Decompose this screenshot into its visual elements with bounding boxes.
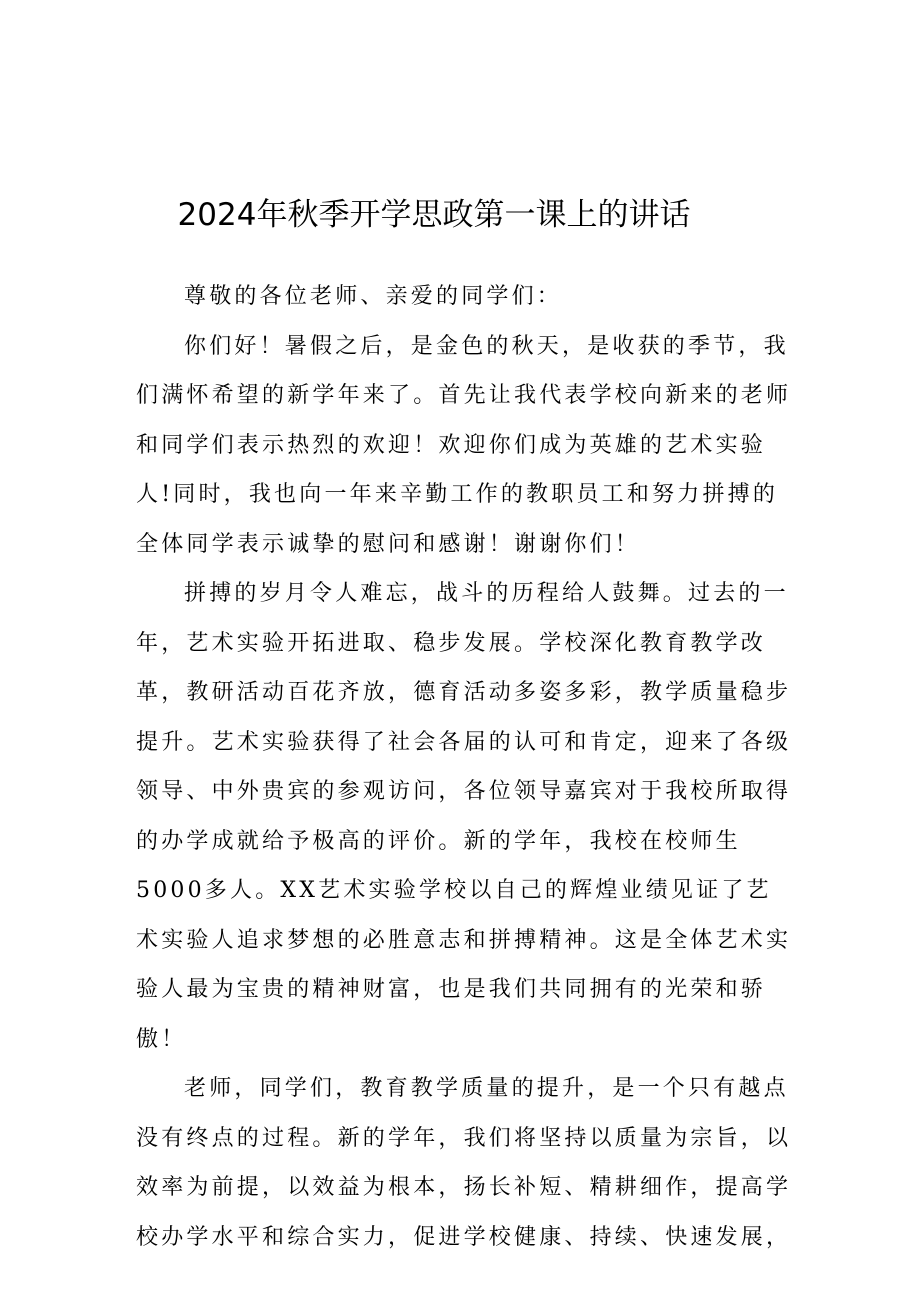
review-paragraph: 拼搏的岁月令人难忘，战斗的历程给人鼓舞。过去的一年，艺术实验开拓进取、稳步发展。学校深化教育教学改革，教研活动百花齐放，德育活动多姿多彩，教学质量稳步提升。艺术实验获得了社会各届的认可和肯定，迎来了各级领导、中外贵宾的参观访问，各位领导嘉宾对于我校所取得的办学成就给予极高的评价。新的学年，我校在校师生5000多人。XX艺术实验学校以自己的辉煌业绩见证了艺术实验人追求梦想的必胜意志和拼搏精神。这是全体艺术实验人最为宝贵的精神财富，也是我们共同拥有的光荣和骄傲！ xyxy=(136,581,792,1052)
greeting-paragraph: 你们好！暑假之后，是金色的秋天，是收获的季节，我们满怀希望的新学年来了。首先让我代表学校向新来的老师和同学们表示热烈的欢迎！欢迎你们成为英雄的艺术实验人!同时，我也向一年来辛勤工作的教职员工和努力拼搏的全体同学表示诚挚的慰问和感谢！谢谢你们！ xyxy=(136,333,792,557)
outlook-paragraph: 老师，同学们，教育教学质量的提升，是一个只有越点没有终点的过程。新的学年，我们将坚持以质量为宗旨，以效率为前提，以效益为根本，扬长补短、精耕细作，提高学校办学水平和综合实力，促进学校健康、持续、快速发展， xyxy=(136,1076,792,1250)
salutation-paragraph: 尊敬的各位老师、亲爱的同学们： xyxy=(184,284,563,309)
document-title: 2024年秋季开学思政第一课上的讲话 xyxy=(177,196,691,233)
document-body xyxy=(136,272,796,1262)
